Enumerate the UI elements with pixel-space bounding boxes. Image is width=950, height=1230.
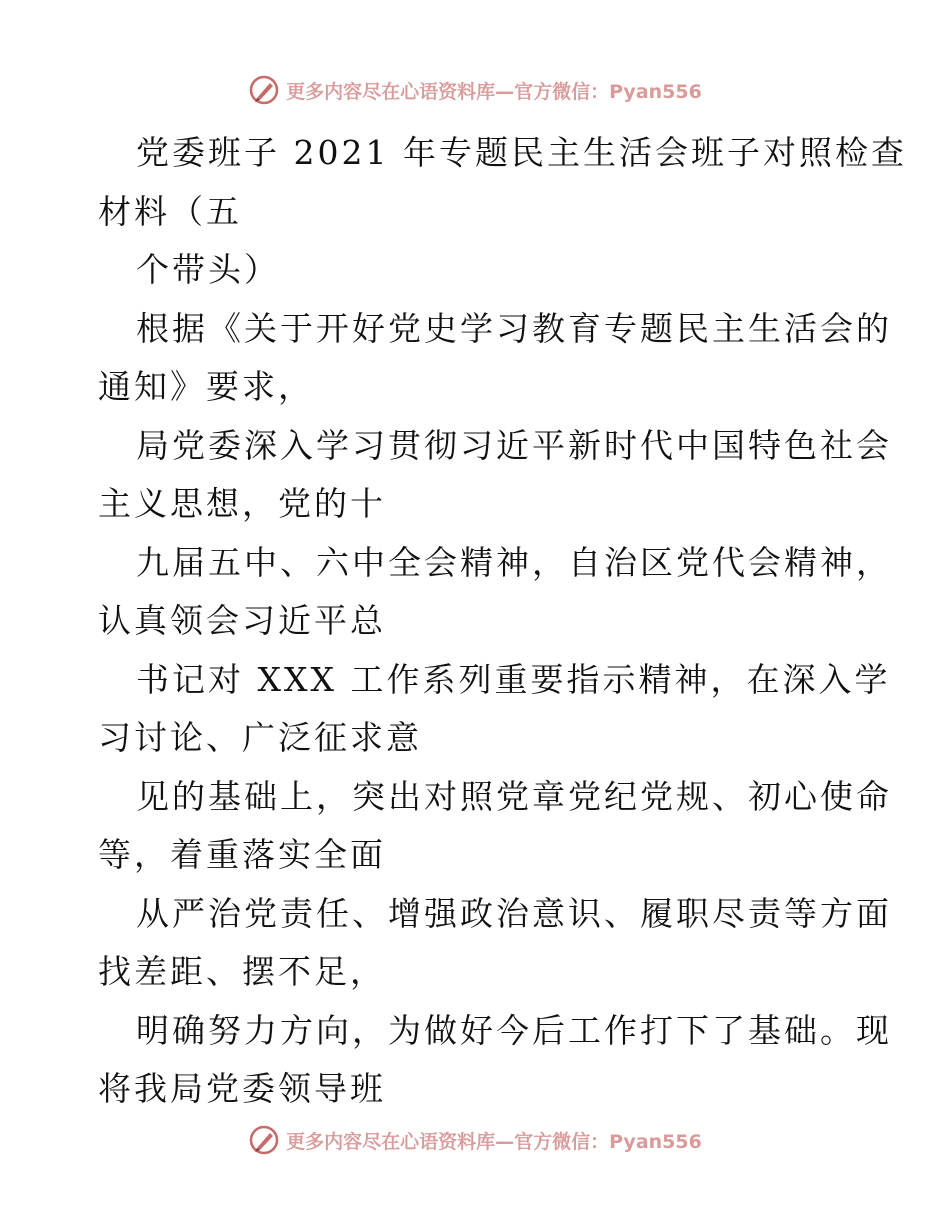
paragraph-line: 材料（五: [98, 191, 242, 231]
paragraph-line: 明确努力方向，为做好今后工作打下了基础。现: [136, 1010, 892, 1050]
watermark-header: [0, 70, 950, 110]
paragraph-line: 从严治党责任、增强政治意识、履职尽责等方面: [136, 893, 892, 933]
paragraph-line: 九届五中、六中全会精神，自治区党代会精神，: [136, 542, 892, 582]
paragraph-line: 习讨论、广泛征求意: [98, 718, 422, 757]
pen-logo-icon: [248, 1124, 280, 1156]
pen-logo-icon: [248, 74, 280, 106]
paragraph-line: 将我局党委领导班: [98, 1069, 386, 1108]
paragraph-line: 主义思想，党的十: [98, 484, 386, 523]
paragraph-line: 等，着重落实全面: [98, 835, 386, 874]
paragraph-line: 党委班子 2021 年专题民主生活会班子对照检查: [136, 133, 907, 172]
paragraph-line: 书记对 XXX 工作系列重要指示精神，在深入学: [136, 659, 891, 699]
document-body: [98, 124, 907, 1119]
paragraph-line: 个带头）: [136, 250, 280, 289]
paragraph-line: 根据《关于开好党史学习教育专题民主生活会的: [136, 308, 892, 348]
watermark-text: 更多内容尽在心语资料库—官方微信：Pyan556: [286, 80, 702, 103]
paragraph-line: 通知》要求，: [98, 367, 314, 406]
paragraph-line: 认真领会习近平总: [98, 601, 386, 640]
paragraph-line: 找差距、摆不足，: [98, 952, 386, 991]
paragraph-line: 局党委深入学习贯彻习近平新时代中国特色社会: [136, 425, 892, 465]
paragraph-line: 见的基础上，突出对照党章党纪党规、初心使命: [136, 776, 892, 816]
watermark-footer: [0, 1120, 950, 1160]
watermark-text: 更多内容尽在心语资料库—官方微信：Pyan556: [286, 1130, 702, 1153]
